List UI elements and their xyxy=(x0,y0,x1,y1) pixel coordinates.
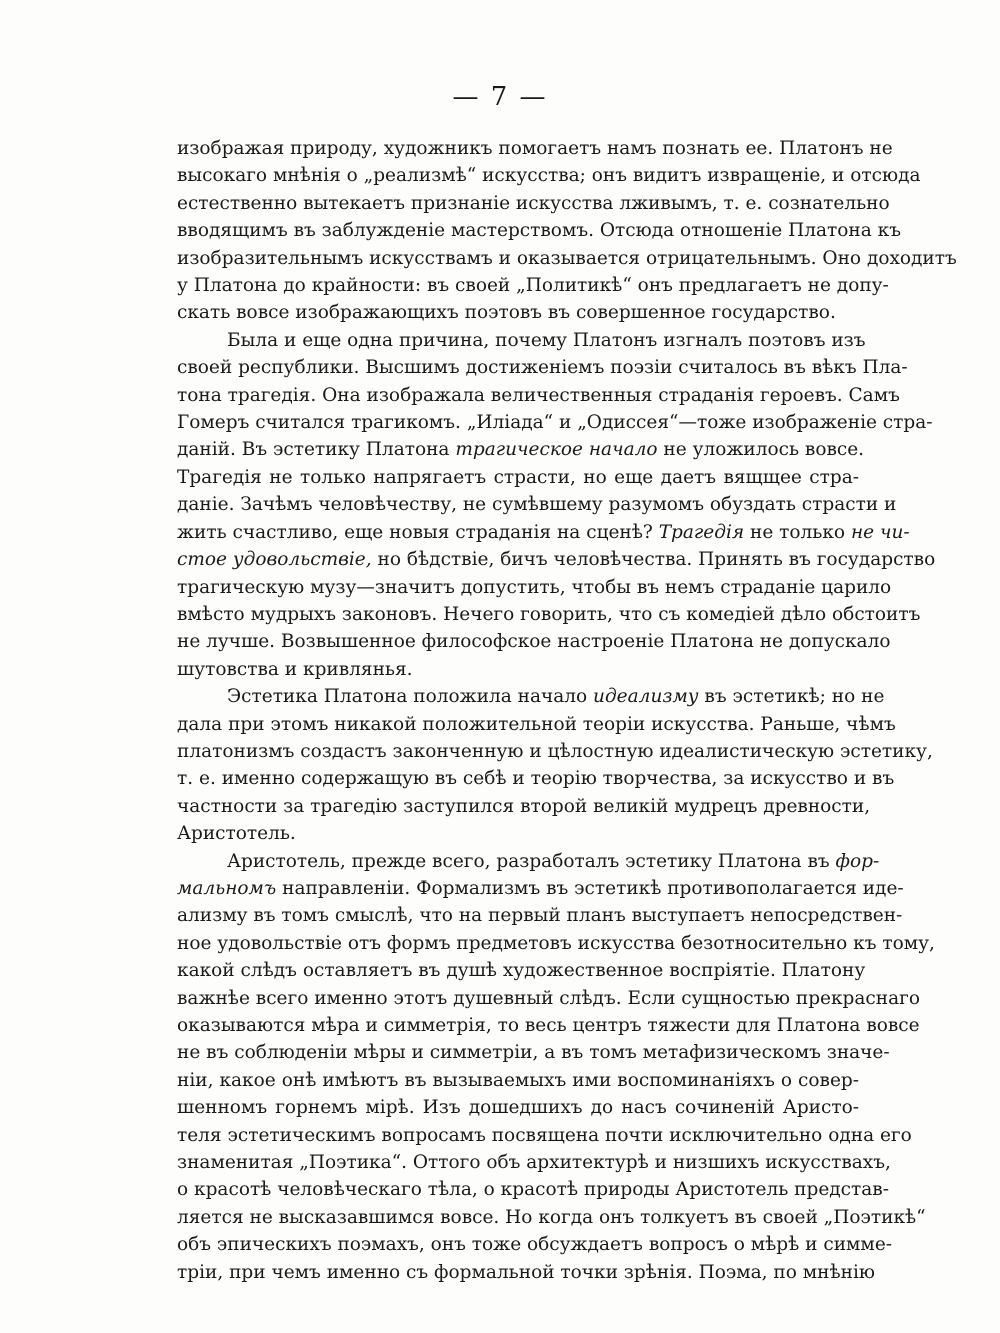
text-line: ніи, какое онѣ имѣютъ въ вызываемыхъ ими воспоминаніяхъ о совер- xyxy=(177,1069,859,1091)
text-line: о красотѣ человѣческаго тѣла, о красотѣ природы Аристотель представ- xyxy=(177,1179,889,1201)
text-line: изображая природу, художникъ помогаетъ намъ познать ее. Платонъ не xyxy=(177,138,893,159)
text-line: не въ соблюденіи мѣры и симметріи, а въ томъ метафизическомъ значе- xyxy=(177,1042,890,1064)
text-line: платонизмъ создастъ законченную и цѣлостную идеалистическую эстетику, xyxy=(177,740,933,762)
text-line: вводящимъ въ заблужденіе мастерствомъ. Отсюда отношеніе Платона къ xyxy=(177,220,901,242)
text-line: изобразительнымъ искусствамъ и оказывается отрицательнымъ. Оно доходитъ xyxy=(177,247,957,269)
text-line: оказываются мѣра и симметрія, то весь центръ тяжести для Платона вовсе xyxy=(177,1015,920,1036)
text-line: Гомеръ считался трагикомъ. „Иліада“ и „Одиссея“—тоже изображеніе стра- xyxy=(177,412,933,434)
paragraph-2 xyxy=(177,327,936,683)
text-line: теля эстетическимъ вопросамъ посвящена почти исключительно одна его xyxy=(177,1124,912,1146)
page-number: — 7 — xyxy=(452,82,548,112)
text-line: т. е. именно содержащую въ себѣ и теорію творчества, за искусство и въ xyxy=(177,768,895,790)
text-line: Аристотель. xyxy=(177,823,296,845)
text-line: даніе. Зачѣмъ человѣчеству, не сумѣвшему разумомъ обуздать страсти и xyxy=(177,494,897,516)
text-line: тріи, при чемъ именно съ формальной точки зрѣнія. Поэма, по мнѣнію xyxy=(177,1261,875,1283)
text-line xyxy=(177,519,910,546)
text-line xyxy=(177,546,936,573)
text-line: Была и еще одна причина, почему Платонъ изгналъ поэтовъ изъ xyxy=(227,329,866,351)
text-line: ализму въ томъ смыслѣ, что на первый планъ выступаетъ непосредствен- xyxy=(177,905,903,927)
text-line: знаменитая „Поэтика“. Оттого объ архитектурѣ и низшихъ искусствахъ, xyxy=(177,1152,891,1174)
text-run: Аристотель, прежде всего, разработалъ эстетику Платона въ xyxy=(227,850,830,872)
text-run: но бѣдствіе, бичъ человѣчества. Принять въ государство xyxy=(377,549,936,571)
text-line: у Платона до крайности: въ своей „Политикѣ“ онъ предлагаетъ не допу- xyxy=(177,275,889,297)
text-line: частности за трагедію заступился второй великій мудрецъ древности, xyxy=(177,795,871,817)
text-run: не уложилось вовсе. xyxy=(663,439,865,461)
text-line: Трагедія не только напрягаетъ страсти, но еще даетъ вящщее стра- xyxy=(177,466,859,488)
text-line: не лучше. Возвышенное философское настроеніе Платона не допускало xyxy=(177,631,891,653)
text-line xyxy=(177,848,880,875)
text-line: дала при этомъ никакой положительной теоріи искусства. Раньше, чѣмъ xyxy=(177,713,896,735)
text-line xyxy=(177,436,865,463)
text-line: ное удовольствіе отъ формъ предметовъ искусства безотносительно къ тому, xyxy=(177,932,935,954)
italic-phrase: фор- xyxy=(835,850,880,872)
text-run: въ эстетикѣ; но не xyxy=(704,686,885,708)
text-line: шенномъ горнемъ мірѣ. Изъ дошедшихъ до насъ сочиненій Аристо- xyxy=(177,1097,859,1119)
text-run: жить счастливо, еще новыя страданія на сценѣ? xyxy=(177,521,653,543)
text-run: не только xyxy=(750,521,846,543)
italic-phrase: мальномъ xyxy=(177,877,277,899)
body-text xyxy=(177,135,957,1286)
text-line: своей республики. Высшимъ достиженіемъ поэзіи считалось въ вѣкъ Пла- xyxy=(177,357,908,379)
italic-phrase: идеализму xyxy=(593,686,699,708)
paragraph-3 xyxy=(177,683,933,847)
text-line: высокаго мнѣнія о „реализмѣ“ искусства; онъ видитъ извращеніе, и отсюда xyxy=(177,165,921,187)
text-line: вмѣсто мудрыхъ законовъ. Нечего говорить, что съ комедіей дѣло обстоитъ xyxy=(177,603,921,625)
text-run: даній. Въ эстетику Платона xyxy=(177,439,450,461)
paragraph-1 xyxy=(177,135,957,327)
text-line: объ эпическихъ поэмахъ, онъ тоже обсуждаетъ вопросъ о мѣрѣ и симме- xyxy=(177,1234,893,1256)
text-line: ляется не высказавшимся вовсе. Но когда онъ толкуетъ въ своей „Поэтикѣ“ xyxy=(177,1206,926,1228)
italic-phrase: не чи- xyxy=(850,521,910,543)
text-line: трагическую музу—значитъ допустить, чтобы въ немъ страданіе царило xyxy=(177,576,892,598)
text-line xyxy=(177,875,904,902)
text-line: скать вовсе изображающихъ поэтовъ въ совершенное государство. xyxy=(177,302,836,324)
paragraph-4 xyxy=(177,848,935,1287)
text-line xyxy=(177,683,885,710)
italic-phrase: Трагедія xyxy=(658,521,745,543)
text-line: шутовства и кривлянья. xyxy=(177,658,413,680)
text-run: Эстетика Платона положила начало xyxy=(227,686,588,708)
text-run: направленіи. Формализмъ въ эстетикѣ противополагается иде- xyxy=(282,877,904,899)
italic-phrase: стое удовольствіе, xyxy=(177,549,372,571)
text-line: какой слѣдъ оставляетъ въ душѣ художественное воспріятіе. Платону xyxy=(177,960,866,982)
italic-phrase: трагическое начало xyxy=(455,439,658,461)
text-line: естественно вытекаетъ признаніе искусства лживымъ, т. е. сознательно xyxy=(177,192,890,214)
text-line: важнѣе всего именно этотъ душевный слѣдъ. Если сущностью прекраснаго xyxy=(177,987,920,1009)
text-line: тона трагедія. Она изображала величественныя страданія героевъ. Самъ xyxy=(177,384,900,406)
